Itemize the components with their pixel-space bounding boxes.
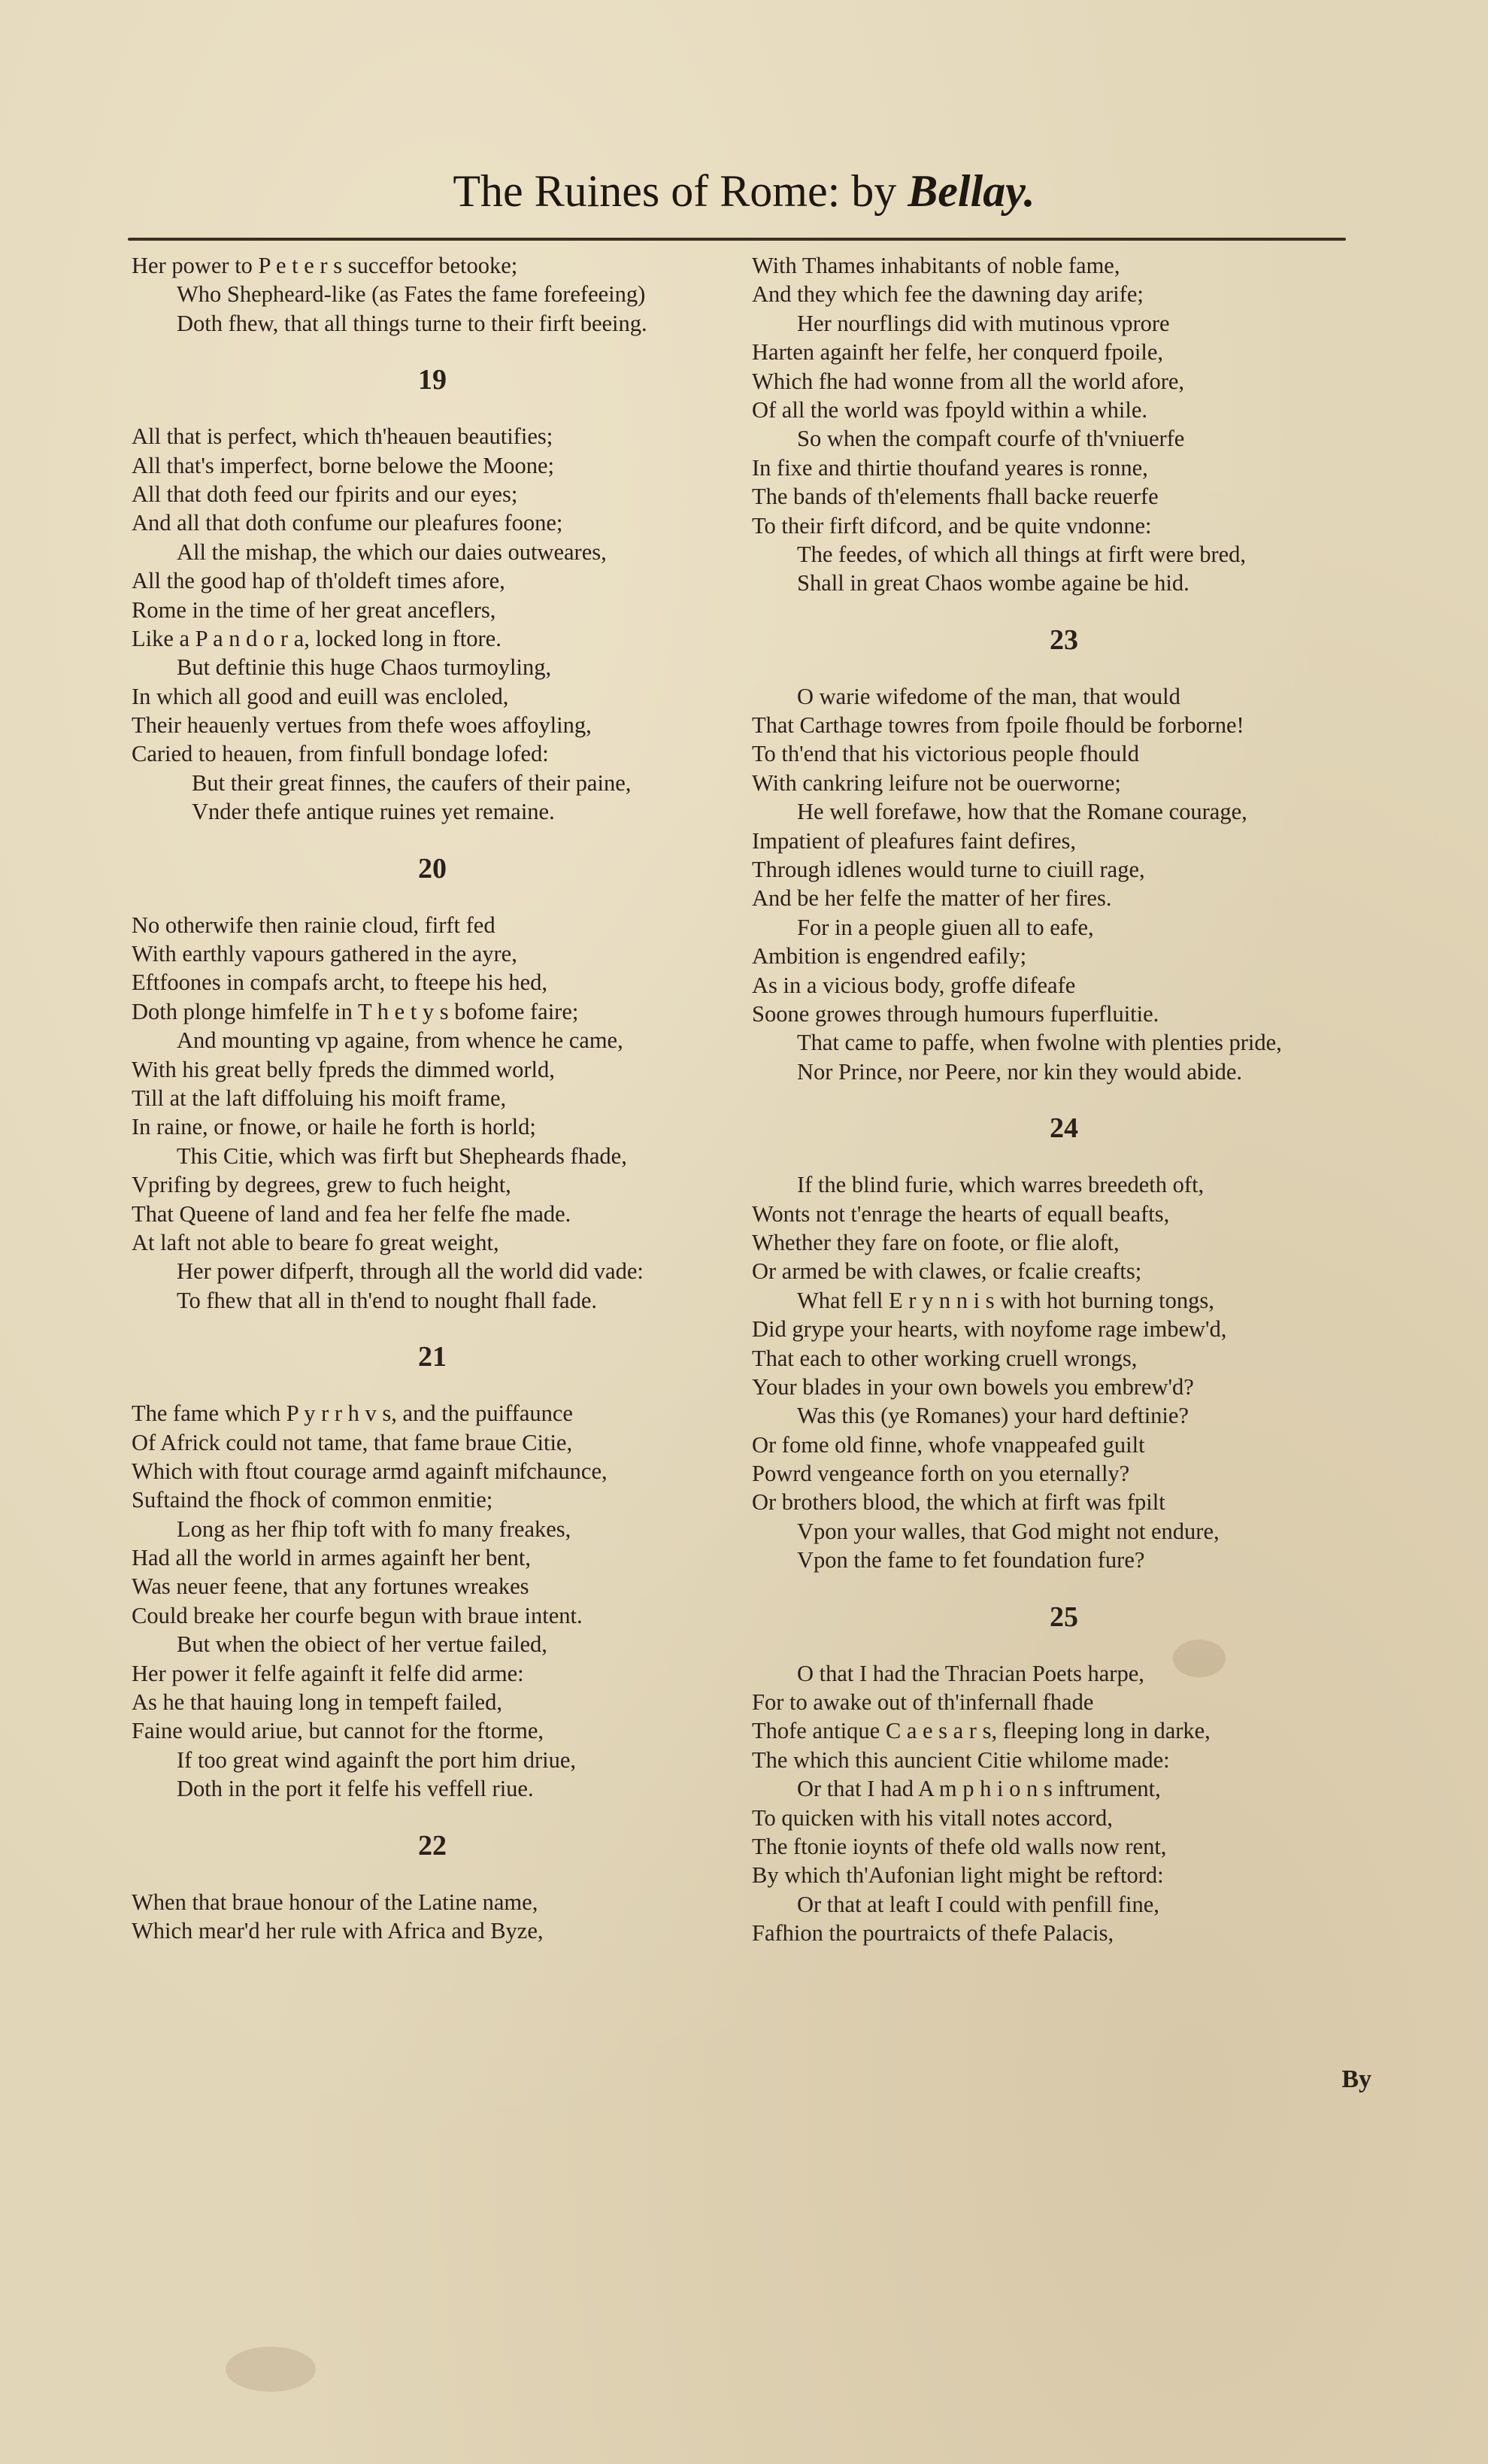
verse-line: If the blind furie, which warres breedeth oft, bbox=[797, 1172, 1205, 1198]
verse-line: Long as her fhip toft with fo many freakes, bbox=[177, 1516, 571, 1542]
verse-line: O that I had the Thracian Poets harpe, bbox=[797, 1660, 1144, 1686]
verse-line: Of Africk could not tame, that fame braue Citie, bbox=[132, 1429, 573, 1455]
verse-line: Fafhion the pourtraicts of thefe Palacis, bbox=[752, 1920, 1114, 1947]
verse-line: Her power to P e t e r s succeffor betooke; bbox=[132, 253, 518, 278]
verse-line: So when the compaft courfe of th'vniuerfe bbox=[797, 426, 1185, 452]
verse-line: This Citie, which was firft but Shepheards fhade, bbox=[177, 1142, 627, 1169]
verse-line: When that braue honour of the Latine name, bbox=[132, 1889, 538, 1915]
verse-line: Who Shepheard-like (as Fates the fame forefeeing) bbox=[177, 281, 646, 308]
verse-line: All that doth feed our fpirits and our eyes; bbox=[132, 481, 518, 507]
verse-line: To th'end that his victorious people fhould bbox=[752, 741, 1140, 767]
verse-line: Which fhe had wonne from all the world afore, bbox=[752, 368, 1185, 394]
verse-line: As in a vicious body, groffe difeafe bbox=[752, 972, 1076, 998]
verse-line: Doth plonge himfelfe in T h e t y s bofome faire; bbox=[132, 998, 579, 1024]
paper-stain bbox=[1173, 1640, 1226, 1677]
verse-line: Till at the laft diffoluing his moift frame, bbox=[132, 1085, 507, 1111]
sonnet-number: 23 bbox=[1050, 624, 1078, 656]
sonnet-number: 19 bbox=[418, 364, 447, 396]
verse-line: Your blades in your own bowels you embrew'd? bbox=[752, 1373, 1194, 1400]
verse-line: Impatient of pleafures faint defires, bbox=[752, 827, 1077, 854]
verse-line: What fell E r y n n i s with hot burning tongs, bbox=[797, 1287, 1214, 1313]
verse-line: Faine would ariue, but cannot for the ftorme, bbox=[132, 1718, 544, 1744]
verse-line: Vpon the fame to fet foundation fure? bbox=[797, 1547, 1145, 1573]
verse-line: At laft not able to beare fo great weight, bbox=[132, 1229, 499, 1255]
verse-line: No otherwife then rainie cloud, firft fed bbox=[132, 912, 495, 938]
verse-line: With earthly vapours gathered in the ayre, bbox=[132, 941, 517, 967]
verse-line: Or that at leaft I could with penfill fine, bbox=[797, 1891, 1159, 1917]
verse-line: Doth in the port it felfe his veffell riue. bbox=[177, 1776, 534, 1802]
catchword: By bbox=[1341, 2065, 1371, 2093]
verse-line: Powrd vengeance forth on you eternally? bbox=[752, 1461, 1130, 1487]
verse-line: Was neuer feene, that any fortunes wreakes bbox=[132, 1573, 529, 1600]
verse-line: In which all good and euill was encloled, bbox=[132, 683, 509, 709]
verse-line: Or armed be with clawes, or fcalie creafts; bbox=[752, 1258, 1142, 1285]
verse-line: All the mishap, the which our daies outweares, bbox=[177, 539, 607, 565]
verse-line: Vpon your walles, that God might not endure, bbox=[797, 1518, 1220, 1544]
verse-line: For to awake out of th'infernall fhade bbox=[752, 1689, 1094, 1716]
verse-line: He well forefawe, how that the Romane courage, bbox=[797, 799, 1247, 825]
verse-line: The ftonie ioynts of thefe old walls now rent, bbox=[752, 1833, 1167, 1859]
verse-line: Her power it felfe againft it felfe did arme: bbox=[132, 1660, 524, 1686]
verse-line: The bands of th'elements fhall backe reuerfe bbox=[752, 484, 1159, 510]
verse-line: With cankring leifure not be ouerworne; bbox=[752, 769, 1121, 796]
sonnet-number: 20 bbox=[418, 852, 447, 885]
verse-line: Which mear'd her rule with Africa and Byze, bbox=[132, 1917, 544, 1944]
verse-line: Her power difperft, through all the world did vade: bbox=[177, 1258, 644, 1285]
verse-line: Wonts not t'enrage the hearts of equall beafts, bbox=[752, 1200, 1170, 1227]
sonnet-number: 25 bbox=[1050, 1601, 1078, 1633]
verse-line: With Thames inhabitants of noble fame, bbox=[752, 253, 1120, 278]
verse-line: Or that I had A m p h i o n s inftrument, bbox=[797, 1776, 1161, 1802]
verse-line: Whether they fare on foote, or flie aloft, bbox=[752, 1229, 1120, 1255]
verse-line: The which this auncient Citie whilome made: bbox=[752, 1746, 1170, 1773]
page-title-author: Bellay. bbox=[908, 166, 1035, 216]
verse-line: That Queene of land and fea her felfe fhe made. bbox=[132, 1200, 571, 1227]
verse-line: Doth fhew, that all things turne to their firft beeing. bbox=[177, 310, 647, 336]
verse-line: Shall in great Chaos wombe againe be hid. bbox=[797, 570, 1189, 596]
verse-line: As he that hauing long in tempeft failed, bbox=[132, 1689, 502, 1716]
verse-line: Or brothers blood, the which at firft was fpilt bbox=[752, 1489, 1165, 1516]
sonnet-number: 22 bbox=[418, 1829, 447, 1862]
verse-line: In fixe and thirtie thoufand yeares is ronne, bbox=[752, 454, 1148, 481]
verse-line: Eftfoones in compafs archt, to fteepe his hed, bbox=[132, 970, 548, 996]
verse-line: Ambition is engendred eafily; bbox=[752, 943, 1027, 970]
verse-line: Of all the world was fpoyld within a while. bbox=[752, 396, 1148, 423]
verse-line: With his great belly fpreds the dimmed world, bbox=[132, 1056, 555, 1082]
verse-line: And be her felfe the matter of her fires. bbox=[752, 885, 1112, 912]
verse-line: By which th'Aufonian light might be reftord: bbox=[752, 1862, 1164, 1889]
verse-line: To quicken with his vitall notes accord, bbox=[752, 1804, 1113, 1831]
verse-line: And all that doth confume our pleafures foone; bbox=[132, 510, 563, 536]
verse-line: The fame which P y r r h v s, and the puiffaunce bbox=[132, 1400, 573, 1427]
verse-line: The feedes, of which all things at firft were bred, bbox=[797, 541, 1247, 567]
verse-line: Through idlenes would turne to ciuill rage, bbox=[752, 857, 1145, 883]
verse-line: Caried to heauen, from finfull bondage lofed: bbox=[132, 741, 549, 767]
verse-line: In raine, or fnowe, or haile he forth is horld; bbox=[132, 1114, 536, 1140]
verse-line: Or fome old finne, whofe vnappeafed guilt bbox=[752, 1431, 1145, 1458]
verse-line: All that is perfect, which th'heauen beautifies; bbox=[132, 423, 553, 450]
sonnet-number: 21 bbox=[418, 1341, 447, 1373]
verse-line: Their heauenly vertues from thefe woes affoyling, bbox=[132, 712, 592, 739]
verse-line: That each to other working cruell wrongs, bbox=[752, 1345, 1138, 1371]
verse-line: To fhew that all in th'end to nought fhall fade. bbox=[177, 1287, 597, 1313]
page-title: The Ruines of Rome: by Bellay. bbox=[453, 166, 1035, 216]
verse-line: Her nourflings did with mutinous vprore bbox=[797, 310, 1170, 336]
verse-line: That Carthage towres from fpoile fhould be forborne! bbox=[752, 712, 1244, 739]
verse-line: Vnder thefe antique ruines yet remaine. bbox=[192, 799, 555, 825]
verse-line: But their great finnes, the caufers of their paine, bbox=[192, 769, 632, 796]
verse-line: Thofe antique C a e s a r s, fleeping long in darke, bbox=[752, 1718, 1211, 1744]
right-column bbox=[752, 251, 1376, 1948]
verse-line: Soone growes through humours fuperfluitie. bbox=[752, 1000, 1159, 1027]
verse-line: Had all the world in armes againft her bent, bbox=[132, 1545, 532, 1571]
verse-line: O warie wifedome of the man, that would bbox=[797, 683, 1180, 709]
verse-line: Which with ftout courage armd againft mifchaunce, bbox=[132, 1458, 608, 1484]
verse-line: And mounting vp againe, from whence he came, bbox=[177, 1027, 623, 1054]
verse-line: Harten againft her felfe, her conquerd fpoile, bbox=[752, 339, 1164, 366]
verse-line: Did grype your hearts, with noyfome rage imbew'd, bbox=[752, 1316, 1227, 1343]
verse-line: For in a people giuen all to eafe, bbox=[797, 914, 1094, 940]
left-column bbox=[132, 251, 733, 1945]
verse-line: But deftinie this huge Chaos turmoyling, bbox=[177, 654, 552, 681]
verse-line: Rome in the time of her great anceflers, bbox=[132, 596, 496, 623]
verse-line: Suftaind the fhock of common enmitie; bbox=[132, 1487, 493, 1513]
verse-line: Could breake her courfe begun with braue intent. bbox=[132, 1602, 583, 1628]
verse-line: Was this (ye Romanes) your hard deftinie? bbox=[797, 1403, 1189, 1429]
sonnet-number: 24 bbox=[1050, 1112, 1078, 1145]
verse-line: That came to paffe, when fwolne with plenties pride, bbox=[797, 1030, 1282, 1056]
verse-line: Vprifing by degrees, grew to fuch height, bbox=[132, 1172, 511, 1198]
verse-line: To their firft difcord, and be quite vndonne: bbox=[752, 512, 1152, 539]
verse-line: Like a P a n d o r a, locked long in ftore. bbox=[132, 625, 502, 651]
paper-stain bbox=[226, 2347, 316, 2392]
verse-line: If too great wind againft the port him driue, bbox=[177, 1746, 577, 1773]
verse-line: All that's imperfect, borne belowe the Moone; bbox=[132, 452, 554, 478]
header-rule bbox=[128, 238, 1346, 241]
verse-line: And they which fee the dawning day arife; bbox=[752, 281, 1144, 308]
verse-line: Nor Prince, nor Peere, nor kin they would abide. bbox=[797, 1058, 1243, 1085]
verse-line: All the good hap of th'oldeft times afore, bbox=[132, 568, 505, 594]
verse-line: But when the obiect of her vertue failed, bbox=[177, 1631, 547, 1658]
